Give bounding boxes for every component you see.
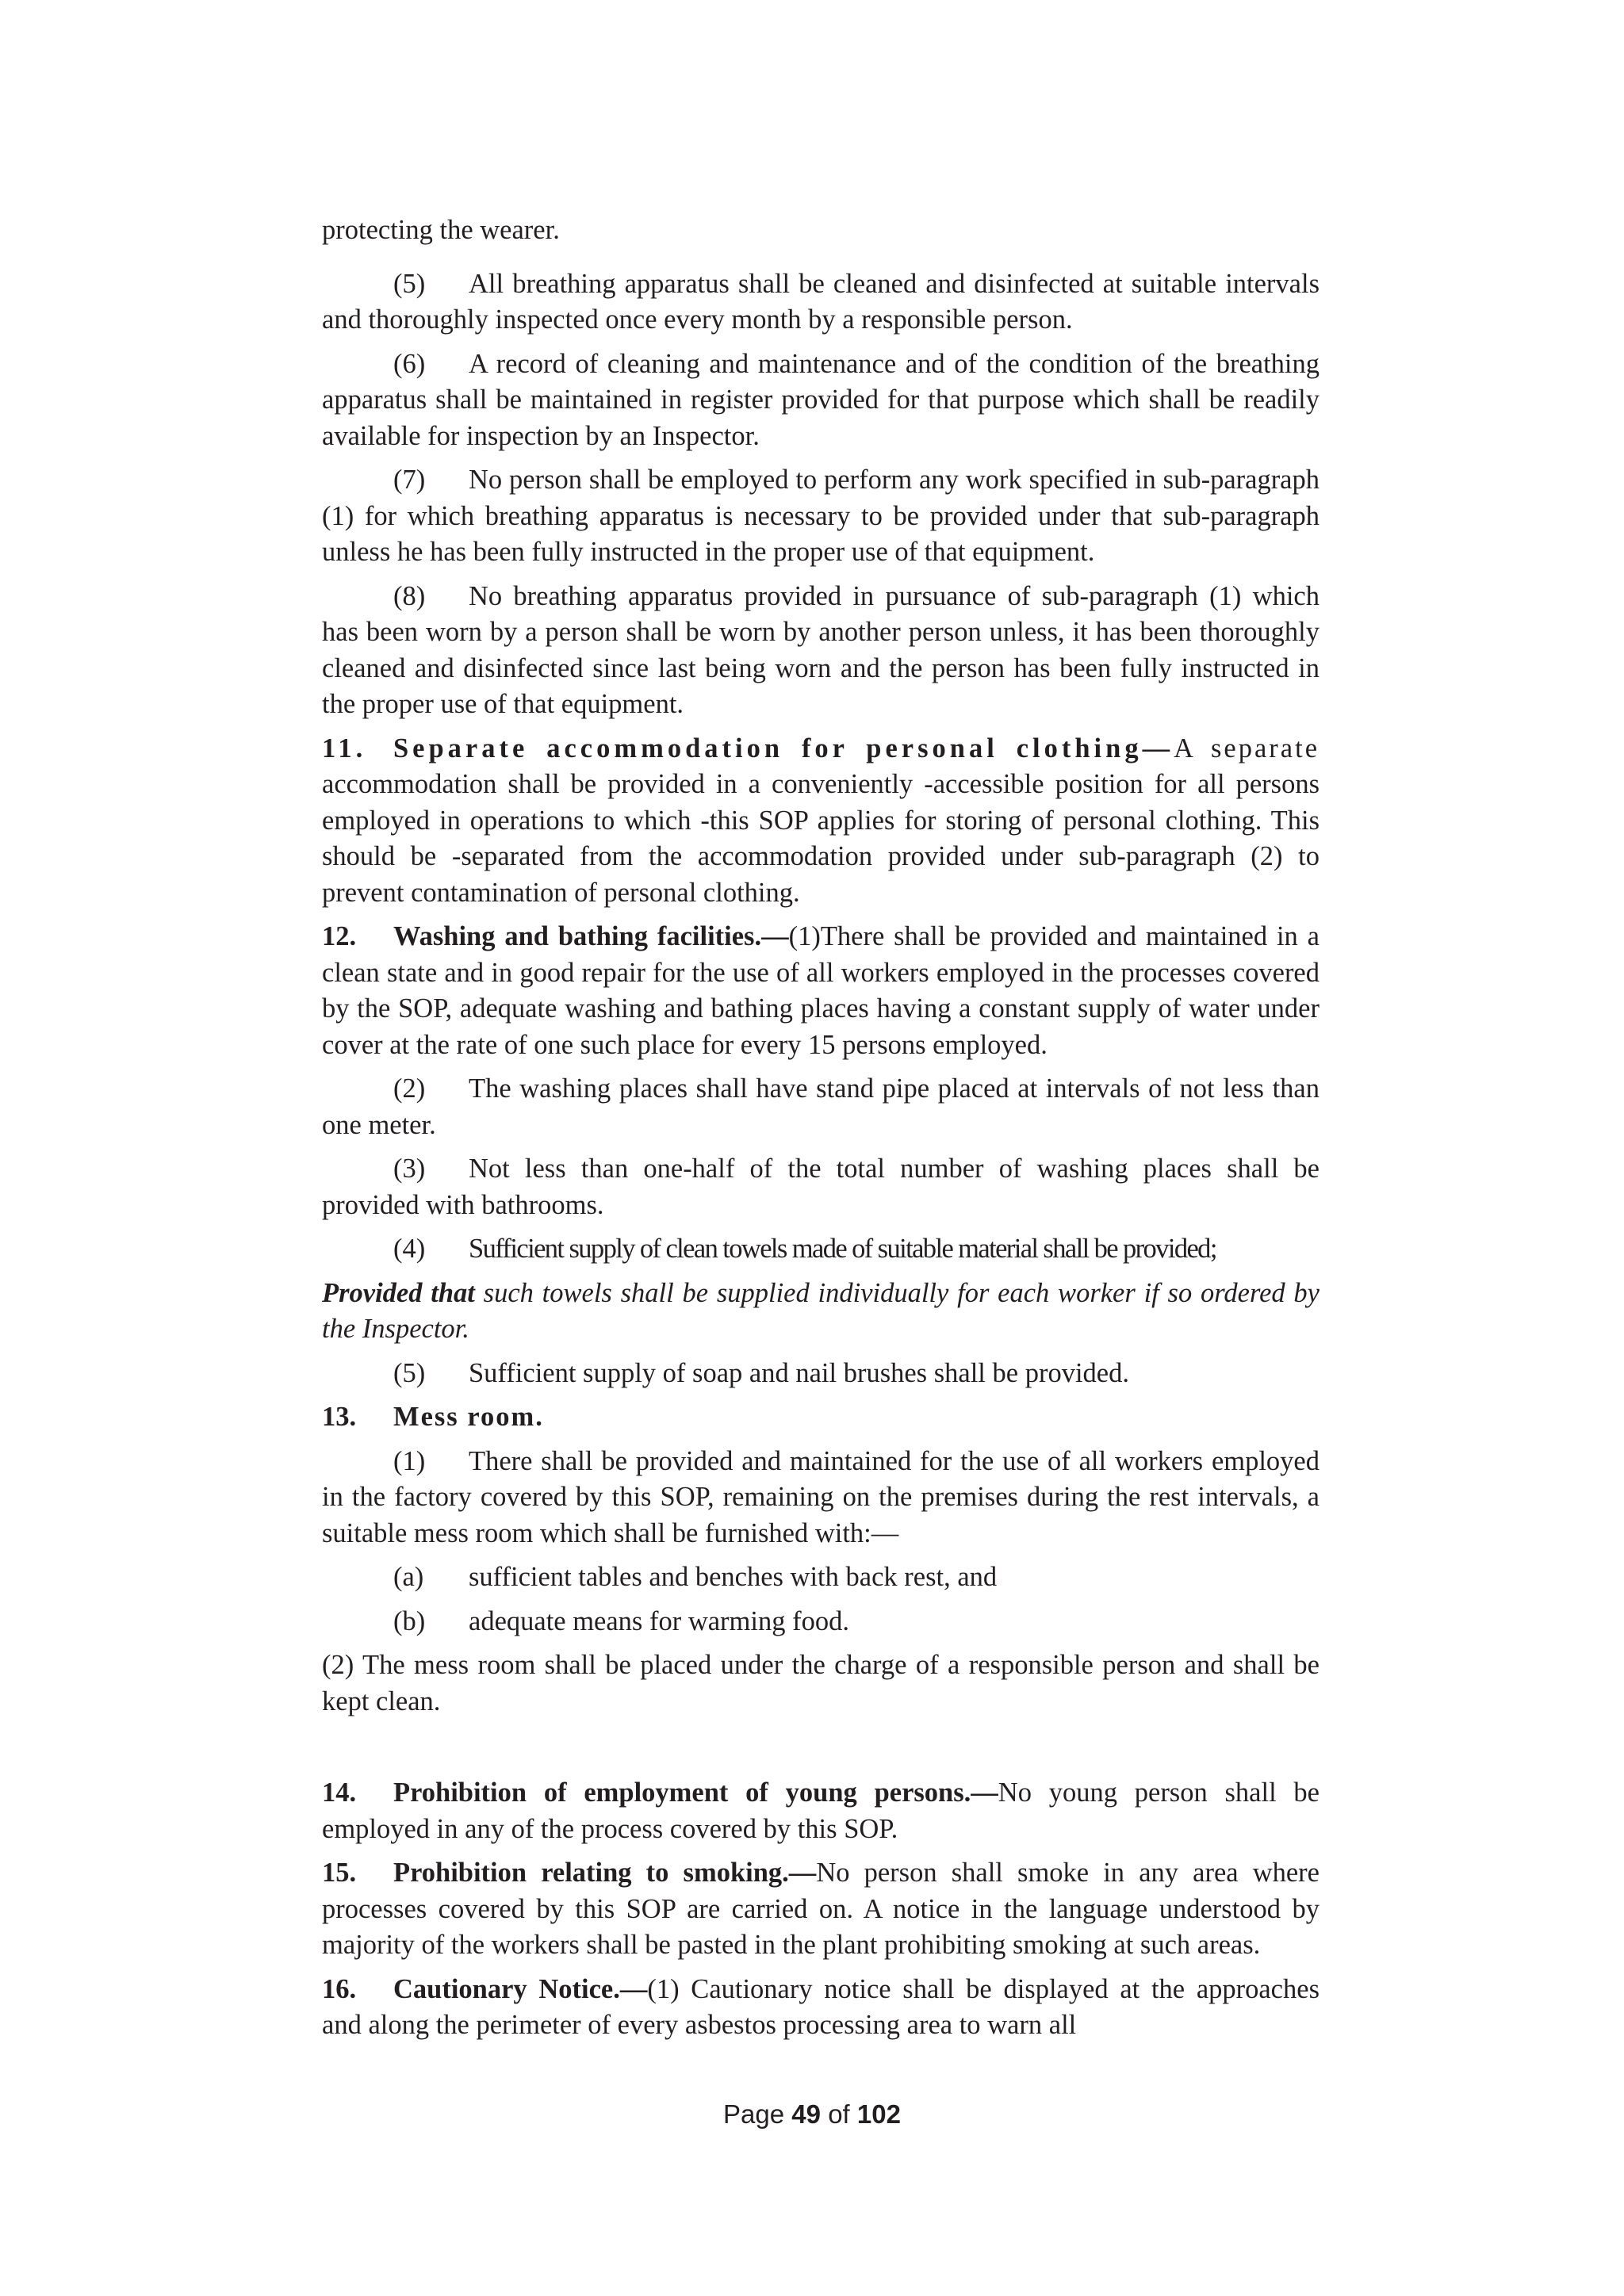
item-label: (b) — [393, 1605, 426, 1636]
section-heading: Mess room. — [393, 1402, 544, 1432]
paragraph-number: (7) — [393, 465, 426, 495]
section-text: No young person shall be employed in any of the process covered by this SOP. — [322, 1777, 1320, 1844]
section-heading: Washing and bathing facilities.— — [393, 921, 789, 951]
item-text: sufficient tables and benches with back rest, and — [469, 1562, 998, 1592]
paragraph-7 — [322, 462, 1320, 571]
section-number: 14. — [322, 1777, 357, 1808]
section-12-para-3 — [322, 1151, 1320, 1223]
paragraph-text: Not less than one-half of the total number of washing places shall be provided with bathrooms. — [322, 1154, 1320, 1220]
paragraph-number: (4) — [393, 1234, 426, 1264]
of-word: of — [828, 2099, 850, 2129]
paragraph-number: (5) — [393, 268, 426, 299]
section-14 — [322, 1775, 1320, 1847]
section-number: 16. — [322, 1973, 357, 2004]
section-13-item-a — [322, 1559, 1320, 1596]
total-pages: 102 — [856, 2099, 901, 2129]
paragraph-text: No person shall be employed to perform any work specified in sub-paragraph (1) for which breathing apparatus is necessary to be provided under that sub-paragraph unless he has been fully instructed in the proper use of that equipment. — [322, 465, 1320, 567]
paragraph-text: A record of cleaning and maintenance and of the condition of the breathing apparatus shall be maintained in register provided for that purpose which shall be readily available for inspection by an Inspector. — [322, 348, 1320, 451]
proviso — [322, 1276, 1320, 1348]
paragraph-text: The washing places shall have stand pipe placed at intervals of not less than one meter. — [322, 1073, 1320, 1140]
page-footer — [0, 2099, 1624, 2130]
intro-line: protecting the wearer. — [322, 215, 560, 245]
section-text: No person shall smoke in any area where processes covered by this SOP are carried on. A notice in the language understood by majority of the workers shall be pasted in the plant prohibiting smoking at such areas. — [322, 1858, 1320, 1960]
section-text: (1)There shall be provided and maintained in a clean state and in good repair for the use of all workers employed in the processes covered by the SOP, adequate washing and bathing places having a constant supply of water under cover at the rate of one such place for every 15 persons employed. — [322, 921, 1320, 1060]
section-number: 11. — [322, 733, 367, 763]
page-word: Page — [723, 2099, 785, 2129]
section-heading: Separate accommodation for personal clothing — [393, 733, 1143, 763]
paragraph-number: (8) — [393, 580, 426, 611]
section-12-para-2 — [322, 1071, 1320, 1143]
section-text: accommodation shall be provided in a conveniently -accessible position for all persons employed in operations to which -this SOP applies for storing of personal clothing. This should be -separated from the accommodation provided under sub-paragraph (2) to prevent contamination of personal clothing. — [322, 769, 1320, 908]
paragraph-text: No breathing apparatus provided in pursuance of sub-paragraph (1) which has been worn by a person shall be worn by another person unless, it has been thoroughly cleaned and disinfected since last being worn and the person has been fully instructed in the proper use of that equipment. — [322, 580, 1320, 719]
section-number: 13. — [322, 1402, 357, 1432]
section-13-para-1 — [322, 1444, 1320, 1552]
section-12 — [322, 919, 1320, 1063]
proviso-lead: Provided that — [322, 1277, 475, 1308]
section-16 — [322, 1972, 1320, 2044]
paragraph-number: (5) — [393, 1357, 426, 1388]
section-lead: A separate — [1174, 733, 1320, 763]
paragraph-text: There shall be provided and maintained for the use of all workers employed in the factory covered by this SOP, remaining on the premises during the rest intervals, a suitable mess room which shall be furnished with:— — [322, 1445, 1320, 1548]
paragraph-text: Sufficient supply of soap and nail brushes shall be provided. — [469, 1357, 1129, 1388]
section-12-para-4 — [322, 1231, 1320, 1268]
paragraph-number: (1) — [393, 1445, 426, 1476]
section-13-para-2: (2) The mess room shall be placed under the charge of a responsible person and shall be kept clean. — [322, 1650, 1320, 1716]
item-label: (a) — [393, 1562, 424, 1592]
paragraph-number: (3) — [393, 1154, 426, 1184]
section-11 — [322, 731, 1320, 912]
section-text: (1) Cautionary notice shall be displayed at the approaches and along the perimeter of every asbestos processing area to warn all — [322, 1973, 1320, 2040]
section-heading: Cautionary Notice.— — [393, 1973, 648, 2004]
paragraph-number: (6) — [393, 348, 426, 379]
proviso-text: such towels shall be supplied individually for each worker if so ordered by the Inspector. — [322, 1277, 1320, 1344]
paragraph-number: (2) — [393, 1073, 426, 1104]
section-heading: Prohibition of employment of young persons.— — [393, 1777, 998, 1808]
section-number: 12. — [322, 921, 357, 951]
section-heading: Prohibition relating to smoking.— — [393, 1858, 817, 1888]
section-number: 15. — [322, 1858, 357, 1888]
paragraph-8 — [322, 579, 1320, 723]
section-12-para-5 — [322, 1356, 1320, 1392]
section-13 — [322, 1399, 1320, 1436]
document-body — [322, 212, 1320, 2044]
paragraph-5 — [322, 266, 1320, 339]
paragraph-text: All breathing apparatus shall be cleaned and disinfected at suitable intervals and thoroughly inspected once every month by a responsible person. — [322, 268, 1320, 335]
paragraph-6 — [322, 346, 1320, 455]
section-15 — [322, 1855, 1320, 1964]
section-13-item-b — [322, 1604, 1320, 1640]
page-number: 49 — [791, 2099, 822, 2129]
item-text: adequate means for warming food. — [469, 1605, 849, 1636]
paragraph-text: Sufficient supply of clean towels made of suitable material shall be provided; — [469, 1234, 1216, 1264]
heading-dash: — — [1142, 733, 1174, 763]
